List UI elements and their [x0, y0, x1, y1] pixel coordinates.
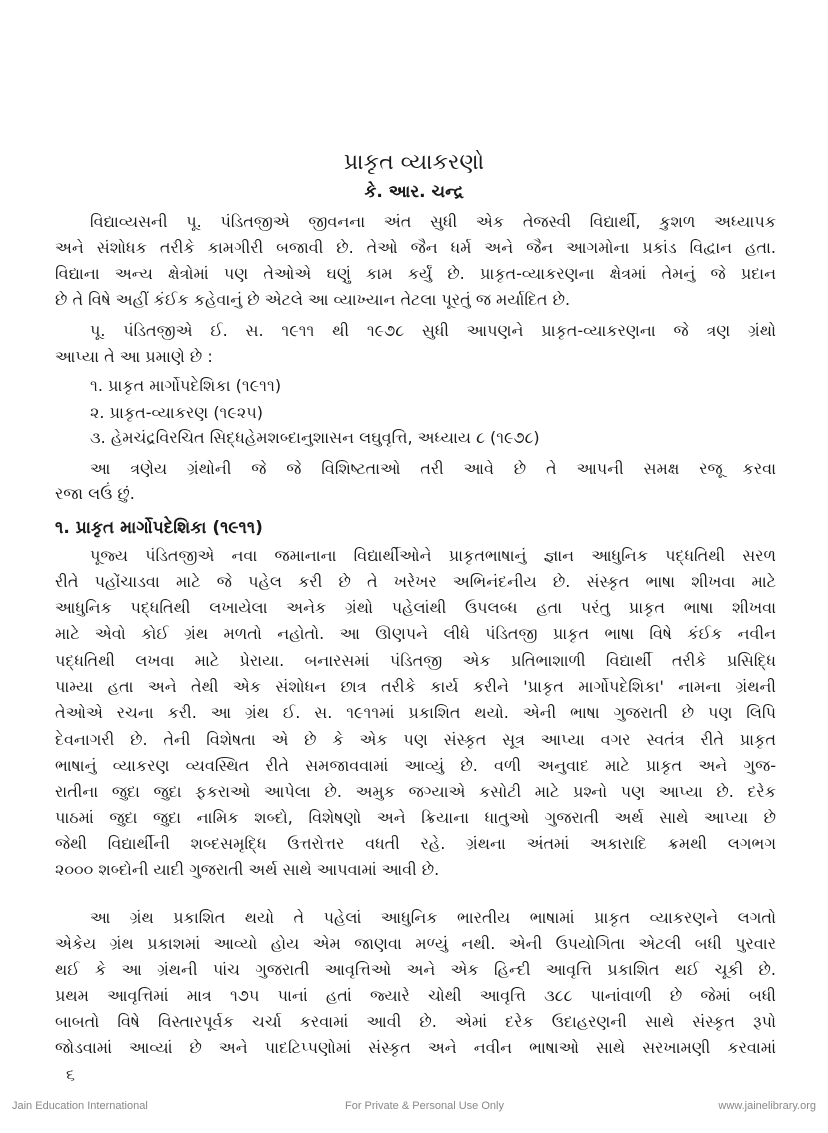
body-paragraph-line: જોડવામાં આવ્યાં છે અને પાદટિપ્પણોમાં સંસ્કૃત અને નવીન ભાષાઓ સાથે સરખામણી કરવામાં: [55, 1038, 776, 1057]
footer-usage-note: For Private & Personal Use Only: [345, 1100, 504, 1112]
section-heading-line: ૧. પ્રાકૃત માર્ગોપદેશિકા (૧૯૧૧): [55, 518, 263, 538]
body-paragraph-line: થઈ કે આ ગ્રંથની પાંચ ગુજરાતી આવૃત્તિઓ અને એક હિન્દી આવૃત્તિ પ્રકાશિત થઈ ચૂકી છે.: [55, 960, 776, 979]
author-name: કે. આર. ચન્દ્ર: [364, 182, 464, 202]
footer-website-link[interactable]: www.jainelibrary.org: [718, 1100, 816, 1112]
body-paragraph-line: આ ગ્રંથ પ્રકાશિત થયો તે પહેલાં આધુનિક ભારતીય ભાષામાં પ્રાકૃત વ્યાકરણને લગતો: [90, 908, 776, 927]
body-paragraph-line: પૂજ્ય પંડિતજીએ નવા જમાનાના વિદ્યાર્થીઓને પ્રાકૃતભાષાનું જ્ઞાન આધુનિક પદ્ધતિથી સરળ: [90, 546, 776, 565]
body-paragraph-line: આધુનિક પદ્ધતિથી લખાયેલા અનેક ગ્રંથો પહેલાંથી ઉપલબ્ધ હતા પરંતુ પ્રાકૃત ભાષા શીખવા: [55, 598, 776, 617]
book-list-item-line: ૧. પ્રાકૃત માર્ગોપદેશિકા (૧૯૧૧): [90, 376, 282, 395]
body-paragraph-line: જેથી વિદ્યાર્થીની શબ્દસમૃદ્ધિ ઉત્તરોત્તર વધતી રહે. ગ્રંથના અંતમાં અકારાદિ ક્રમથી લગભગ: [55, 834, 776, 853]
body-paragraph-line: વિદ્યાના અન્ય ક્ષેત્રોમાં પણ તેઓએ ઘણું કામ કર્યું છે. પ્રાકૃત-વ્યાકરણના ક્ષેત્રમાં તેમનું જે પ્રદાન: [55, 264, 776, 283]
body-paragraph-line: આ ત્રણેય ગ્રંથોની જે જે વિશિષ્ટતાઓ તરી આવે છે તે આપની સમક્ષ રજૂ કરવા: [90, 459, 776, 478]
body-paragraph-line: પૂ. પંડિતજીએ ઈ. સ. ૧૯૧૧ થી ૧૯૭૮ સુધી આપણને પ્રાકૃત-વ્યાકરણના જે ત્રણ ગ્રંથો: [90, 321, 776, 340]
body-paragraph-line: દેવનાગરી છે. તેની વિશેષતા એ છે કે એક પણ સંસ્કૃત સૂત્ર આપ્યા વગર સ્વતંત્ર રીતે પ્રાકૃત: [55, 730, 776, 749]
body-paragraph-line: ૨૦૦૦ શબ્દોની યાદી ગુજરાતી અર્થ સાથે આપવામાં આવી છે.: [55, 860, 440, 879]
body-paragraph-line: રીતે પહોંચાડવા માટે જે પહેલ કરી છે તે ખરેખર અભિનંદનીય છે. સંસ્કૃત ભાષા શીખવા માટે: [55, 572, 776, 591]
body-paragraph-line: ભાષાનું વ્યાકરણ વ્યવસ્થિત રીતે સમજાવવામાં આવ્યું છે. વળી અનુવાદ માટે પ્રાકૃત અને ગુજ-: [55, 756, 776, 775]
body-paragraph-line: પાઠમાં જુદા જુદા નામિક શબ્દો, વિશેષણો અને ક્રિયાના ધાતુઓ ગુજરાતી અર્થ સાથે આપ્યા છે: [55, 808, 776, 827]
body-paragraph-line: બાબતો વિષે વિસ્તારપૂર્વક ચર્ચા કરવામાં આવી છે. એમાં દરેક ઉદાહરણની સાથે સંસ્કૃત રૂપો: [55, 1012, 776, 1031]
body-paragraph-line: રાતીના જુદા જુદા ફકરાઓ આપેલા છે. અમુક જગ્યાએ કસોટી માટે પ્રશ્નો પણ આપ્યા છે. દરેક: [55, 782, 776, 801]
body-paragraph-line: આપ્યા તે આ પ્રમાણે છે :: [55, 347, 213, 366]
body-paragraph-line: એકેય ગ્રંથ પ્રકાશમાં આવ્યો હોય એમ જાણવા મળ્યું નથી. એની ઉપયોગિતા એટલી બધી પુરવાર: [55, 934, 776, 953]
body-paragraph-line: છે તે વિષે અહીં કંઈક કહેવાનું છે એટલે આ વ્યાખ્યાન તેટલા પૂરતું જ મર્યાદિત છે.: [55, 290, 571, 309]
body-paragraph-line: તેઓએ રચના કરી. આ ગ્રંથ ઈ. સ. ૧૯૧૧માં પ્રકાશિત થયો. એની ભાષા ગુજરાતી છે પણ લિપિ: [55, 703, 776, 722]
article-title: પ્રાકૃત વ્યાકરણો: [343, 150, 485, 175]
book-list-item-line: ૨. પ્રાકૃત-વ્યાકરણ (૧૯૨૫): [90, 403, 264, 422]
body-paragraph-line: પ્રથમ આવૃત્તિમાં માત્ર ૧૭૫ પાનાં હતાં જ્યારે ચોથી આવૃત્તિ ૩૮૮ પાનાંવાળી છે જેમાં બધી: [55, 986, 776, 1005]
footer-publisher: Jain Education International: [12, 1100, 148, 1112]
body-paragraph-line: અને સંશોધક તરીકે કામગીરી બજાવી છે. તેઓ જૈન ધર્મ અને જૈન આગમોના પ્રકાંડ વિદ્વાન હતા.: [55, 238, 776, 257]
body-paragraph-line: રજા લઉં છું.: [55, 484, 135, 503]
body-paragraph-line: પદ્ધતિથી લખવા માટે પ્રેરાયા. બનારસમાં પંડિતજી એક પ્રતિભાશાળી વિદ્યાર્થી તરીકે પ્રસિદ્ધિ: [55, 651, 776, 670]
body-paragraph-line: માટે એવો કોઈ ગ્રંથ મળતો નહોતો. આ ઊણપને લીધે પંડિતજી પ્રાકૃત ભાષા વિષે કંઈક નવીન: [55, 624, 776, 643]
body-paragraph-line: પામ્યા હતા અને તેથી એક સંશોધન છાત્ર તરીકે કાર્ય કરીને 'પ્રાકૃત માર્ગોપદેશિકા' નામના ગ્રંથની: [55, 677, 776, 696]
book-list-item-line: ૩. હેમચંદ્રવિરચિત સિદ્ધહેમશબ્દાનુશાસન લઘુવૃત્તિ, અધ્યાય ૮ (૧૯૭૮): [90, 428, 540, 447]
page-number: ૬: [66, 1065, 75, 1084]
body-paragraph-line: વિદ્યાવ્યસની પૂ. પંડિતજીએ જીવનના અંત સુધી એક તેજસ્વી વિદ્યાર્થી, કુશળ અધ્યાપક: [90, 212, 776, 231]
